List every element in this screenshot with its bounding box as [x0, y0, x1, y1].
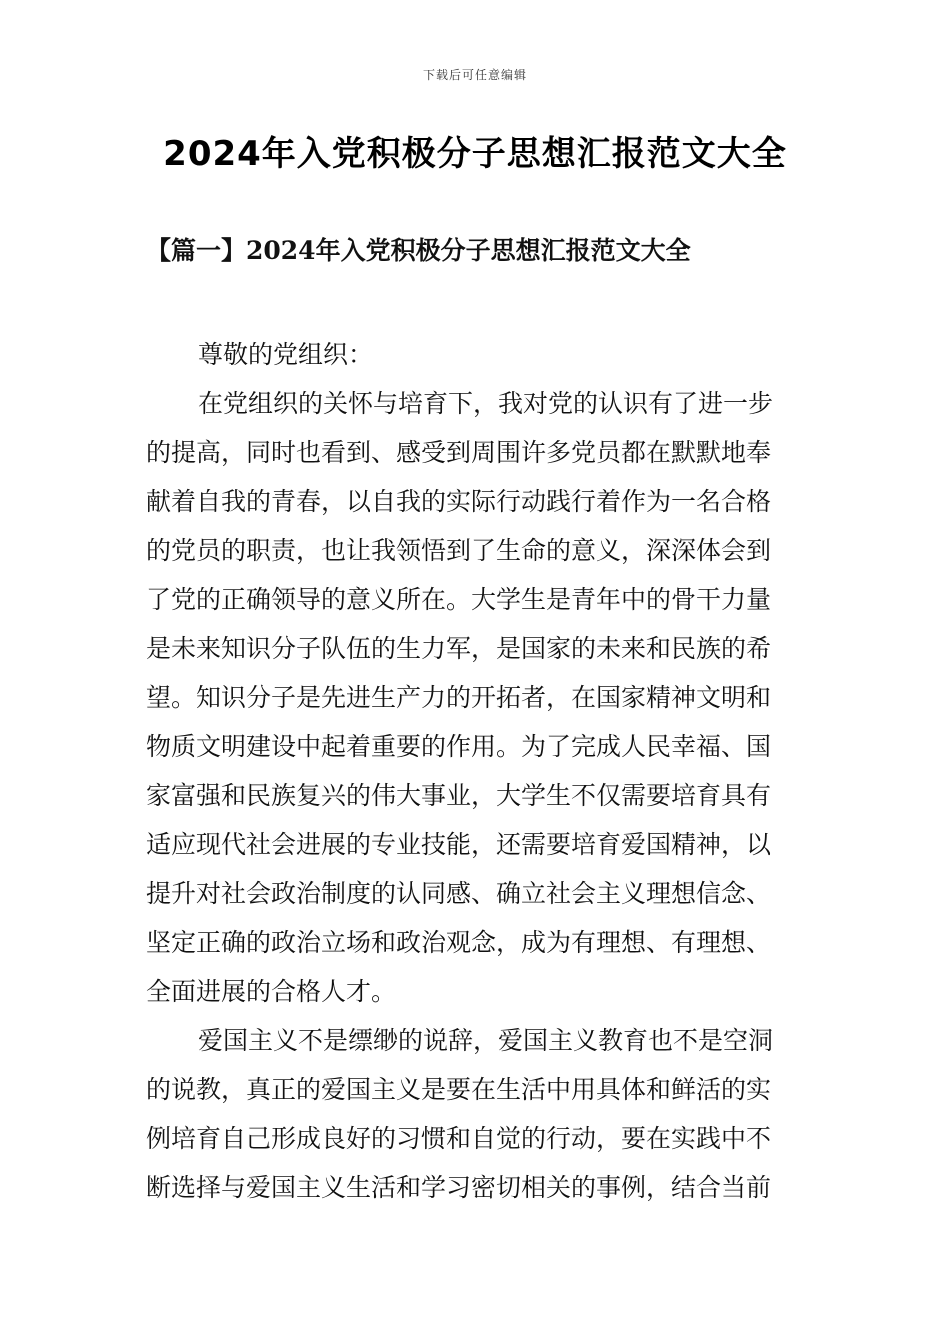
text-line: 家富强和民族复兴的伟大事业，大学生不仅需要培育具有 [146, 781, 772, 810]
text-line: 适应现代社会进展的专业技能，还需要培育爱国精神，以 [146, 830, 772, 859]
text-line: 献着自我的青春，以自我的实际行动践行着作为一名合格 [146, 487, 772, 516]
text-line: 的提高，同时也看到、感受到周围许多党员都在默默地奉 [146, 438, 772, 467]
text-line: 物质文明建设中起着重要的作用。为了完成人民幸福、国 [146, 732, 772, 761]
text-line: 了党的正确领导的意义所在。大学生是青年中的骨干力量 [146, 585, 772, 614]
salutation: 尊敬的党组织： [198, 340, 374, 369]
text-line: 全面进展的合格人才。 [146, 977, 397, 1006]
text-line: 的说教，真正的爱国主义是要在生活中用具体和鲜活的实 [146, 1075, 772, 1104]
paragraph-1 [146, 379, 810, 1016]
text-line: 是未来知识分子队伍的生力军，是国家的未来和民族的希 [146, 634, 772, 663]
text-line: 坚定正确的政治立场和政治观念，成为有理想、有理想、 [146, 928, 772, 957]
header-note: 下载后可任意编辑 [422, 68, 527, 82]
text-line: 爱国主义不是缥缈的说辞，爱国主义教育也不是空洞 [198, 1026, 774, 1055]
document-body [146, 330, 810, 1212]
text-line: 断选择与爱国主义生活和学习密切相关的事例，结合当前 [146, 1173, 772, 1202]
document-title: 2024年入党积极分子思想汇报范文大全 [163, 134, 787, 174]
text-line: 提升对社会政治制度的认同感、确立社会主义理想信念、 [146, 879, 772, 908]
section-heading: 【篇一】2024年入党积极分子思想汇报范文大全 [146, 236, 691, 265]
text-line: 在党组织的关怀与培育下，我对党的认识有了进一步 [198, 389, 774, 418]
text-line: 望。知识分子是先进生产力的开拓者，在国家精神文明和 [146, 683, 772, 712]
text-line: 的党员的职责，也让我领悟到了生命的意义，深深体会到 [146, 536, 772, 565]
text-line: 例培育自己形成良好的习惯和自觉的行动，要在实践中不 [146, 1124, 772, 1153]
paragraph-2 [146, 1016, 810, 1212]
